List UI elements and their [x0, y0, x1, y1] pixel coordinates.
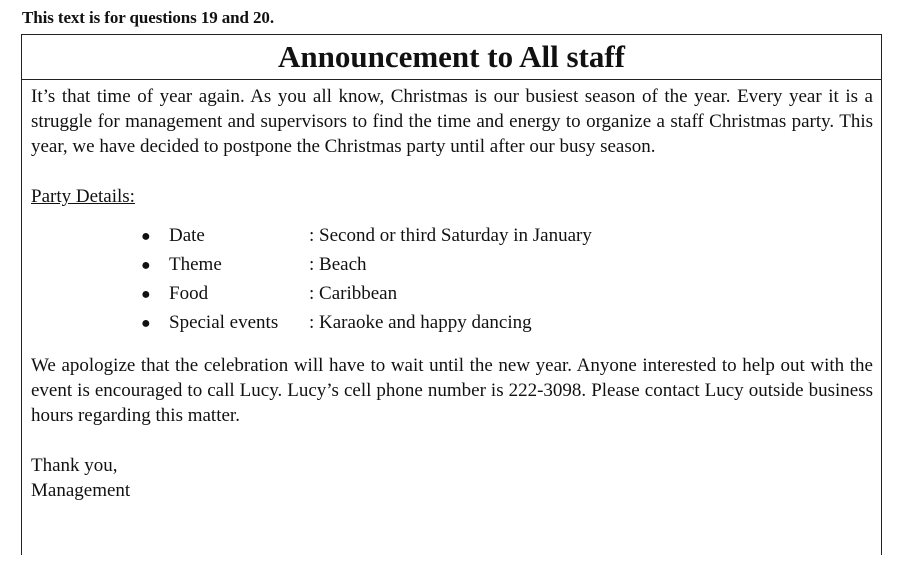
detail-label: Date [169, 225, 205, 246]
intro-line: This text is for questions 19 and 20. [22, 8, 274, 27]
list-item [141, 310, 873, 339]
detail-label: Food [169, 283, 209, 304]
announcement-body [22, 80, 881, 503]
party-details-heading: Party Details: [31, 186, 135, 207]
detail-label: Special events [169, 312, 279, 333]
signature: Management [31, 480, 131, 501]
bullet-icon: ● [141, 257, 151, 274]
detail-value: : Caribbean [309, 283, 398, 304]
announcement-box [21, 34, 882, 555]
detail-label: Theme [169, 254, 222, 275]
spacer [31, 209, 873, 223]
announcement-title: Announcement to All staff [22, 35, 881, 80]
spacer [31, 159, 873, 184]
party-details-list [31, 223, 873, 339]
bullet-icon: ● [141, 286, 151, 303]
paragraph-intro: It’s that time of year again. As you all know, Christmas is our busiest season of the year. Every year it is a struggle for management and supervisors to find the time and energy to organize a staff Christmas party. This year, we have decided to postpone the Christmas party until after our busy season. [31, 86, 873, 157]
paragraph-apology: We apologize that the celebration will have to wait until the new year. Anyone interested to help out with the event is encouraged to call Lucy. Lucy’s cell phone number is 222-3098. Please contact Lucy outside business hours regarding this matter. [31, 355, 873, 426]
bullet-icon: ● [141, 315, 151, 332]
list-item [141, 281, 873, 310]
spacer [31, 428, 873, 453]
closing-line: Thank you, [31, 455, 118, 476]
list-item [141, 252, 873, 281]
spacer [31, 339, 873, 353]
list-item [141, 223, 873, 252]
bullet-icon: ● [141, 228, 151, 245]
detail-value: : Beach [309, 254, 367, 275]
detail-value: : Karaoke and happy dancing [309, 312, 532, 333]
detail-value: : Second or third Saturday in January [309, 225, 592, 246]
